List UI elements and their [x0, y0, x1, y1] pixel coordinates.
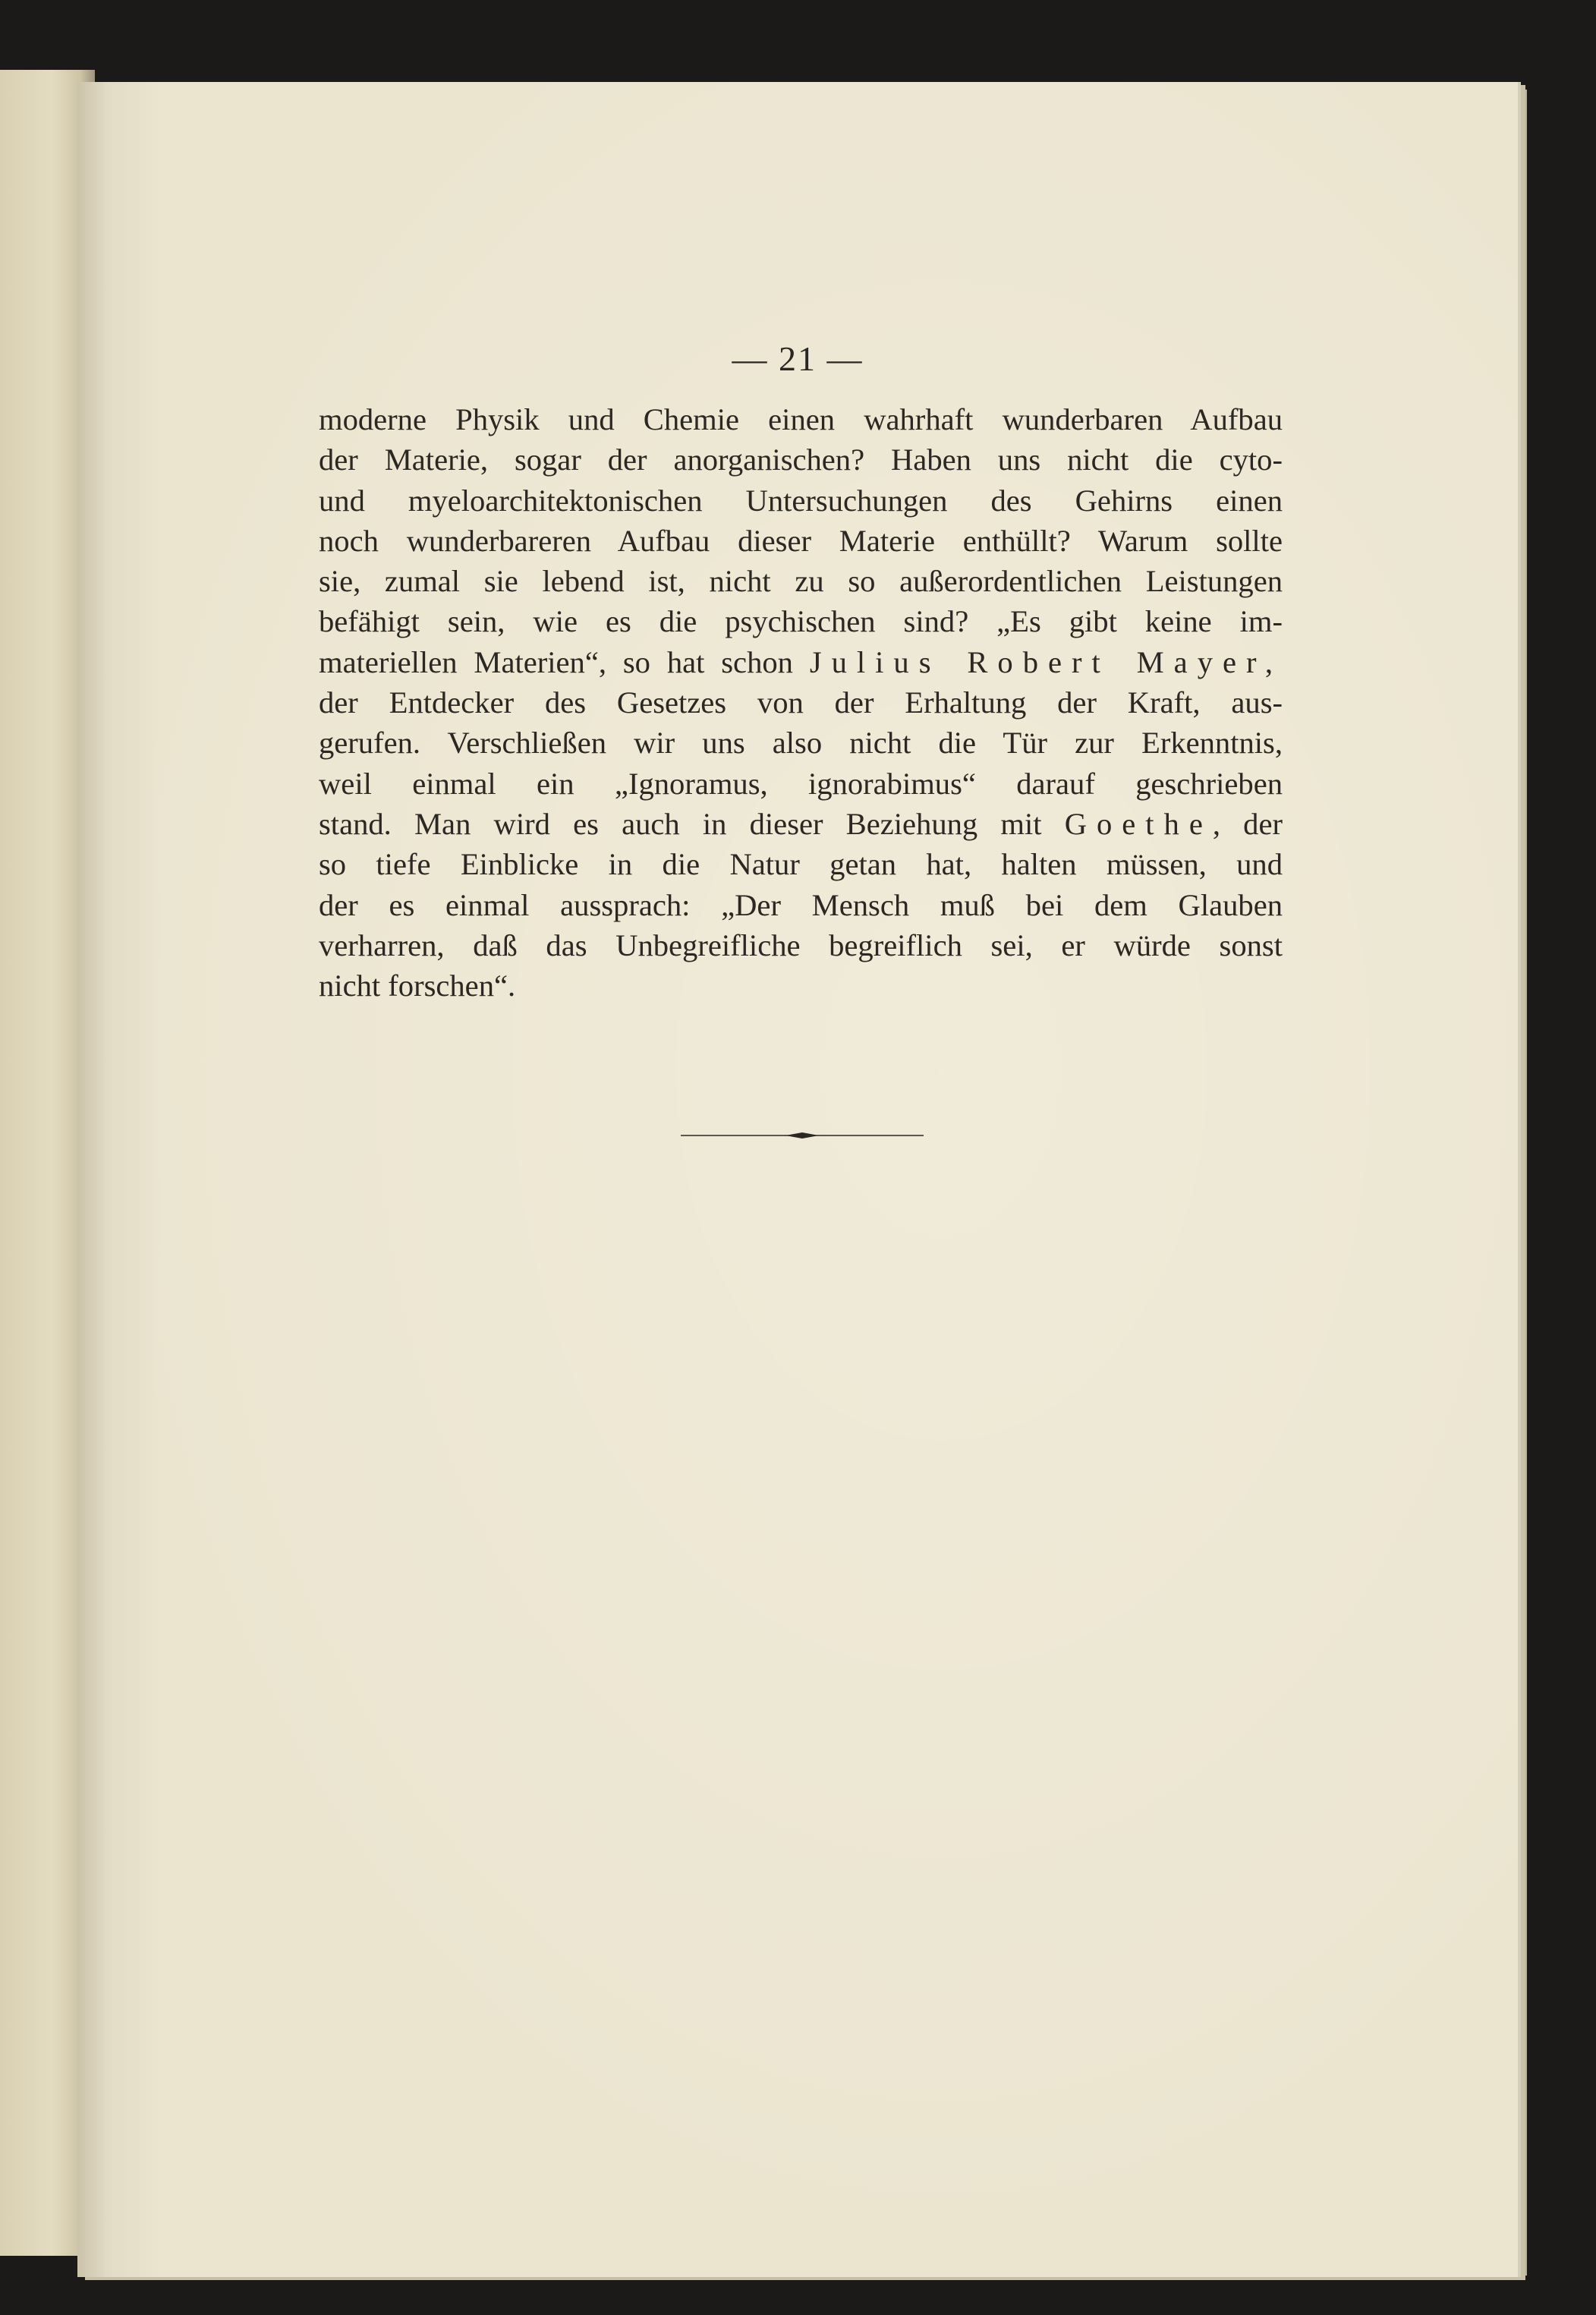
- name-emphasis-goethe: Goethe: [1064, 806, 1213, 841]
- text-line: der Materie, sogar der anorganischen? Haben uns nicht die cyto-: [319, 443, 1283, 477]
- text-line: moderne Physik und Chemie einen wahrhaft wunderbaren Aufbau: [319, 402, 1283, 436]
- text-line: noch wunderbareren Aufbau dieser Materie enthüllt? Warum sollte: [319, 523, 1283, 558]
- text-line: nicht forschen“.: [319, 969, 516, 1003]
- text-line: sie, zumal sie lebend ist, nicht zu so außerordentlichen Leistungen: [319, 564, 1283, 599]
- text-line: der es einmal aussprach: „Der Mensch muß bei dem Glauben: [319, 887, 1283, 922]
- book-page: [77, 82, 1518, 2277]
- text-line: verharren, daß das Unbegreifliche begreiflich sei, er würde sonst: [319, 928, 1283, 962]
- name-emphasis-mayer: Julius Robert Mayer,: [809, 644, 1283, 679]
- text-line: der Entdecker des Gesetzes von der Erhaltung der Kraft, aus-: [319, 685, 1283, 720]
- text-line: [319, 804, 1283, 844]
- text-fragment: stand. Man wird es auch in dieser Beziehung mit: [319, 806, 1042, 841]
- ornamental-divider: [681, 1131, 924, 1140]
- text-line: [319, 642, 1283, 682]
- page-number-header: — 21 —: [732, 339, 864, 378]
- text-line: befähigt sein, wie es die psychischen sind? „Es gibt keine im-: [319, 604, 1283, 639]
- text-fragment: , der: [1212, 806, 1283, 841]
- text-fragment: materiellen Materien“, so hat schon: [319, 644, 793, 679]
- text-line: und myeloarchitektonischen Untersuchungen des Gehirns einen: [319, 483, 1283, 518]
- text-line: so tiefe Einblicke in die Natur getan hat, halten müssen, und: [319, 847, 1283, 882]
- text-line: weil einmal ein „Ignoramus, ignorabimus“ darauf geschrieben: [319, 766, 1283, 801]
- text-line: gerufen. Verschließen wir uns also nicht die Tür zur Erkenntnis,: [319, 726, 1283, 761]
- body-paragraph: [319, 399, 1283, 1006]
